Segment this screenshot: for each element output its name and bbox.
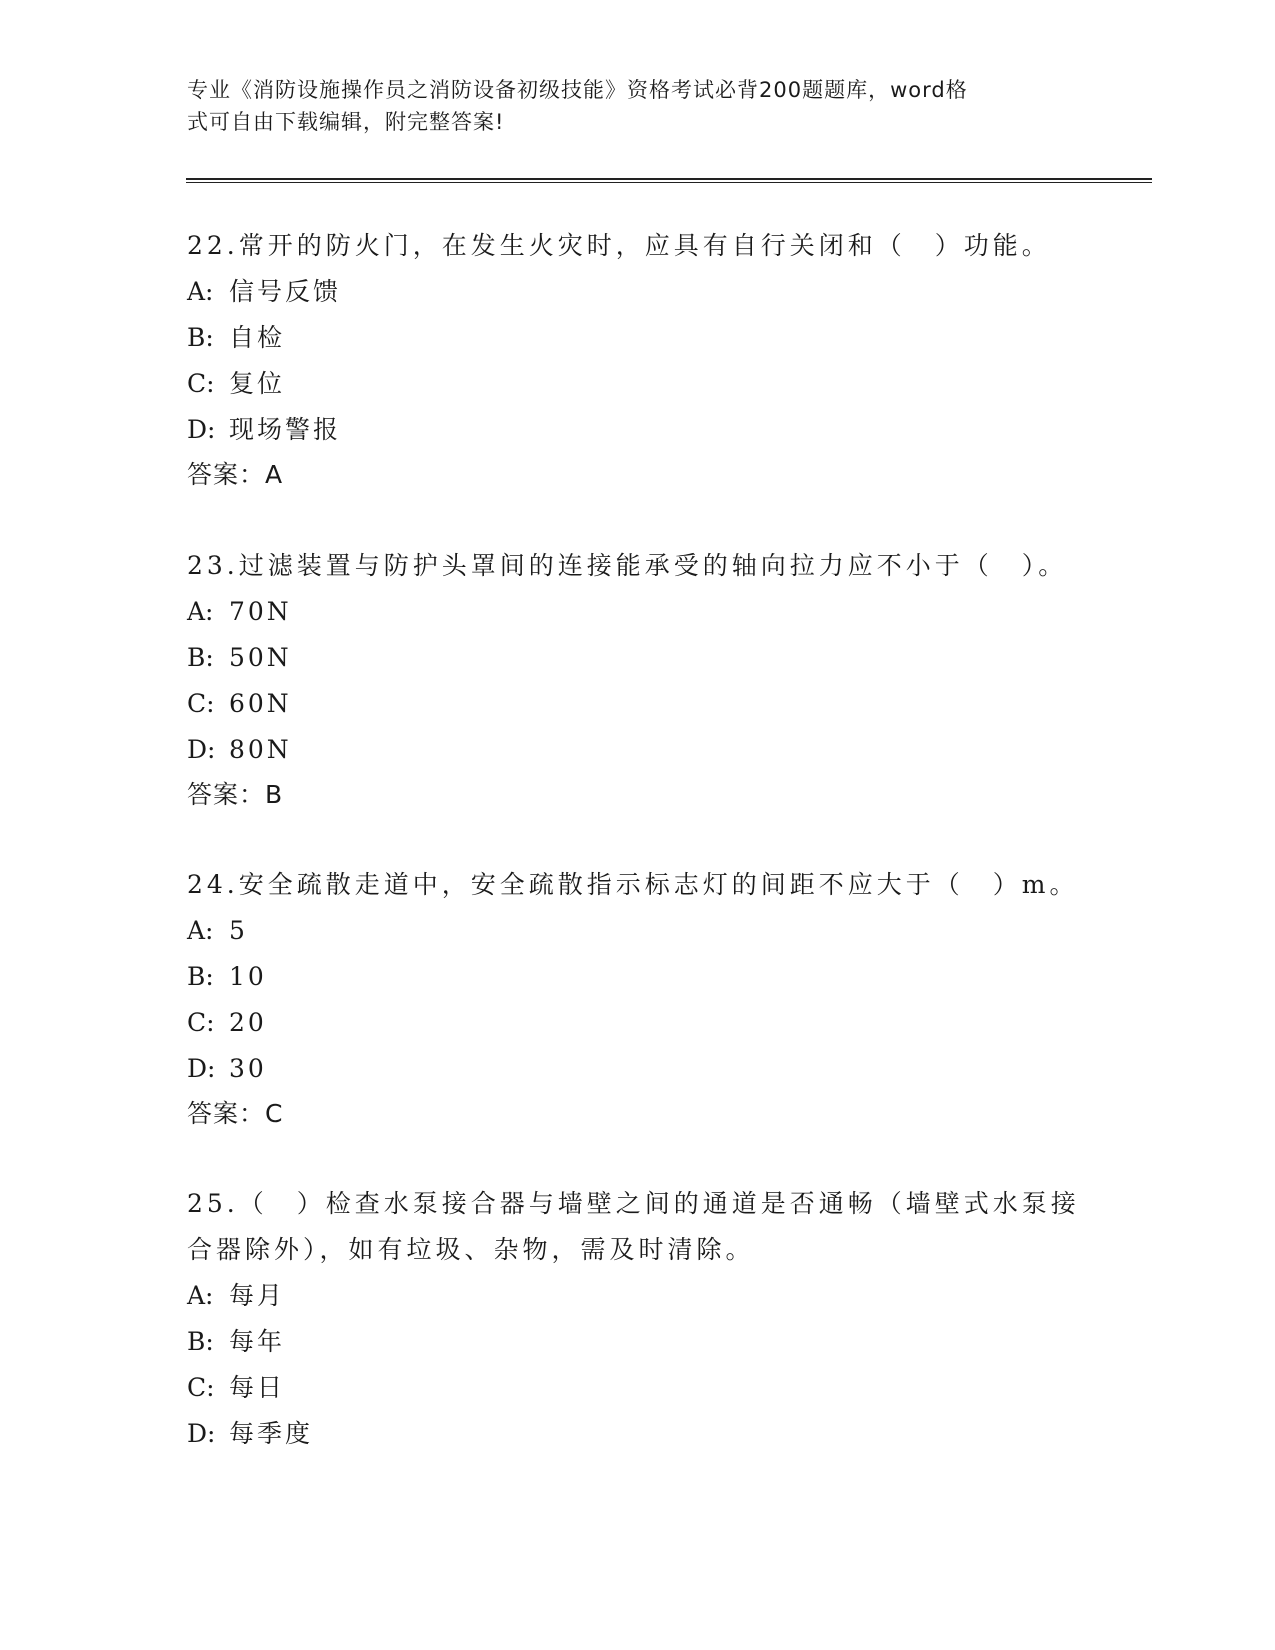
option-a bbox=[187, 589, 1087, 635]
option-letter: D: bbox=[187, 735, 216, 764]
option-text: 5 bbox=[229, 916, 248, 945]
question-stem: 22.常开的防火门，在发生火灾时，应具有自行关闭和（ ）功能。 bbox=[187, 231, 1051, 260]
option-text: 自检 bbox=[229, 323, 286, 352]
option-text: 80N bbox=[229, 735, 292, 764]
document-header bbox=[187, 74, 1087, 138]
option-text: 每年 bbox=[229, 1327, 286, 1356]
question-stem: 25.（ ）检查水泵接合器与墙壁之间的通道是否通畅（墙壁式水泵接合器除外），如有垃圾、杂物，需及时清除。 bbox=[187, 1189, 1080, 1264]
option-letter: A: bbox=[187, 916, 214, 945]
answer-line: 答案：B bbox=[187, 780, 284, 809]
option-letter: C: bbox=[187, 1373, 215, 1402]
header-line-2: 式可自由下载编辑，附完整答案! bbox=[187, 110, 505, 134]
option-a bbox=[187, 269, 1087, 315]
option-letter: D: bbox=[187, 1054, 216, 1083]
option-text: 现场警报 bbox=[229, 415, 342, 444]
option-letter: A: bbox=[187, 277, 214, 306]
question-22 bbox=[187, 223, 1087, 497]
header-divider bbox=[186, 178, 1152, 183]
question-24 bbox=[187, 862, 1087, 1136]
option-text: 70N bbox=[229, 597, 292, 626]
option-text: 20 bbox=[229, 1008, 267, 1037]
header-line-1: 专业《消防设施操作员之消防设备初级技能》资格考试必背200题题库，word格 bbox=[187, 78, 968, 102]
option-text: 60N bbox=[229, 689, 292, 718]
option-letter: C: bbox=[187, 369, 215, 398]
option-text: 10 bbox=[229, 962, 267, 991]
option-c bbox=[187, 681, 1087, 727]
option-letter: C: bbox=[187, 1008, 215, 1037]
option-c bbox=[187, 361, 1087, 407]
option-letter: B: bbox=[187, 1327, 214, 1356]
option-letter: D: bbox=[187, 415, 216, 444]
question-stem: 23.过滤装置与防护头罩间的连接能承受的轴向拉力应不小于（ ）。 bbox=[187, 551, 1068, 580]
option-letter: D: bbox=[187, 1419, 216, 1448]
option-b bbox=[187, 635, 1087, 681]
option-letter: A: bbox=[187, 597, 214, 626]
option-text: 30 bbox=[229, 1054, 267, 1083]
option-letter: C: bbox=[187, 689, 215, 718]
question-23 bbox=[187, 543, 1087, 817]
option-text: 每月 bbox=[229, 1281, 286, 1310]
option-d bbox=[187, 1411, 1087, 1457]
option-b bbox=[187, 315, 1087, 361]
option-text: 复位 bbox=[229, 369, 286, 398]
option-text: 每季度 bbox=[229, 1419, 314, 1448]
option-d bbox=[187, 1046, 1087, 1092]
option-a bbox=[187, 1273, 1087, 1319]
option-letter: B: bbox=[187, 643, 214, 672]
option-d bbox=[187, 727, 1087, 773]
option-letter: A: bbox=[187, 1281, 214, 1310]
option-b bbox=[187, 1319, 1087, 1365]
option-text: 信号反馈 bbox=[229, 277, 342, 306]
option-c bbox=[187, 1365, 1087, 1411]
option-letter: B: bbox=[187, 323, 214, 352]
option-a bbox=[187, 908, 1087, 954]
question-25 bbox=[187, 1181, 1087, 1457]
answer-line: 答案：A bbox=[187, 460, 284, 489]
answer-line: 答案：C bbox=[187, 1099, 284, 1128]
option-letter: B: bbox=[187, 962, 214, 991]
option-d bbox=[187, 407, 1087, 453]
question-stem: 24.安全疏散走道中，安全疏散指示标志灯的间距不应大于（ ）m。 bbox=[187, 870, 1079, 899]
option-text: 50N bbox=[229, 643, 292, 672]
option-c bbox=[187, 1000, 1087, 1046]
option-text: 每日 bbox=[229, 1373, 286, 1402]
option-b bbox=[187, 954, 1087, 1000]
